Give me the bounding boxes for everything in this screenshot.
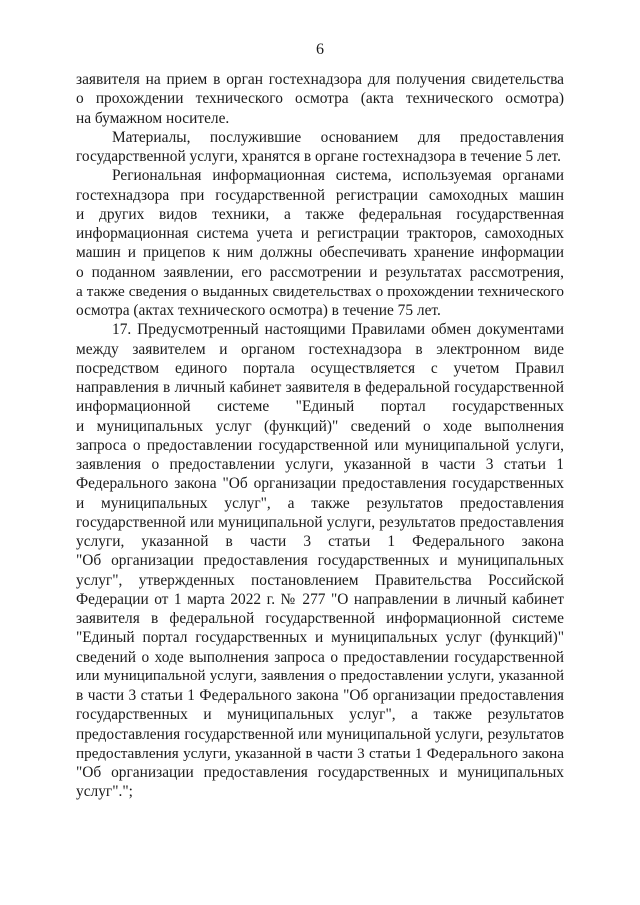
text-line: сведений о ходе выполнения запроса о предоставлении государственной bbox=[76, 648, 564, 666]
text-line: между заявителем и органом гостехнадзора в электронном виде bbox=[76, 340, 564, 358]
text-line: о прохождении технического осмотра (акта технического осмотра) bbox=[76, 90, 564, 108]
text-line: запроса о предоставлении государственной или муниципальной услуги, bbox=[76, 436, 564, 454]
text-line: "Об организации предоставления государственных и муниципальных bbox=[76, 552, 564, 570]
text-line: услуги, указанной в части 3 статьи 1 Федерального закона bbox=[76, 533, 564, 550]
text-line: в части 3 статьи 1 Федерального закона "Об организации предоставления bbox=[76, 687, 564, 704]
text-line: посредством единого портала осуществляется с учетом Правил bbox=[76, 359, 564, 377]
text-line: государственных и муниципальных услуг", а также результатов bbox=[76, 706, 564, 724]
text-line: Региональная информационная система, используемая органами bbox=[112, 167, 564, 185]
text-line: услуг", утвержденных постановлением Правительства Российской bbox=[76, 571, 564, 589]
text-line: направления в личный кабинет заявителя в федеральной государственной bbox=[76, 379, 564, 396]
text-line: заявителя на прием в орган гостехнадзора для получения свидетельства bbox=[76, 71, 564, 88]
text-line: "Единый портал государственных и муниципальных услуг (функций)" bbox=[76, 629, 564, 647]
text-line: услуг"."; bbox=[76, 783, 133, 801]
text-line: Федерального закона "Об организации предоставления государственных bbox=[76, 475, 564, 493]
text-line: машин и прицепов к ним должны обеспечивать хранение информации bbox=[76, 244, 564, 262]
text-line: и других видов техники, а также федеральная государственная bbox=[76, 205, 564, 223]
text-line: и муниципальных услуг", а также результатов предоставления bbox=[76, 494, 564, 512]
text-line: заявителя в федеральной государственной информационной системе bbox=[76, 610, 564, 627]
text-line: о поданном заявлении, его рассмотрении и результатах рассмотрения, bbox=[76, 263, 564, 281]
text-line: информационная система учета и регистрации тракторов, самоходных bbox=[76, 225, 564, 242]
text-line: государственной или муниципальной услуги, результатов предоставления bbox=[76, 513, 564, 531]
text-line: а также сведения о выданных свидетельствах о прохождении технического bbox=[76, 282, 564, 300]
text-line: заявления о предоставлении услуги, указанной в части 3 статьи 1 bbox=[76, 456, 564, 473]
text-line: Материалы, послужившие основанием для предоставления bbox=[112, 128, 564, 146]
text-line: предоставления государственной или муниципальной услуги, результатов bbox=[76, 725, 564, 743]
text-line: или муниципальной услуги, заявления о предоставлении услуги, указанной bbox=[76, 667, 564, 684]
document-body bbox=[76, 70, 564, 802]
text-line: Федерации от 1 марта 2022 г. № 277 "О направлении в личный кабинет bbox=[76, 590, 564, 608]
text-line: осмотра (актах технического осмотра) в течение 75 лет. bbox=[76, 302, 441, 319]
text-line: предоставления услуги, указанной в части 3 статьи 1 Федерального закона bbox=[76, 744, 564, 762]
text-line: гостехнадзора при государственной регистрации самоходных машин bbox=[76, 186, 564, 204]
page-number: 6 bbox=[316, 41, 324, 58]
text-line: "Об организации предоставления государственных и муниципальных bbox=[76, 764, 564, 781]
text-line: 17. Предусмотренный настоящими Правилами обмен документами bbox=[112, 321, 564, 339]
text-line: государственной услуги, хранятся в органе гостехнадзора в течение 5 лет. bbox=[76, 148, 561, 165]
text-line: и муниципальных услуг (функций)" сведений о ходе выполнения bbox=[76, 417, 564, 435]
text-line: информационной системе "Единый портал государственных bbox=[76, 398, 564, 416]
text-line: на бумажном носителе. bbox=[76, 109, 230, 127]
